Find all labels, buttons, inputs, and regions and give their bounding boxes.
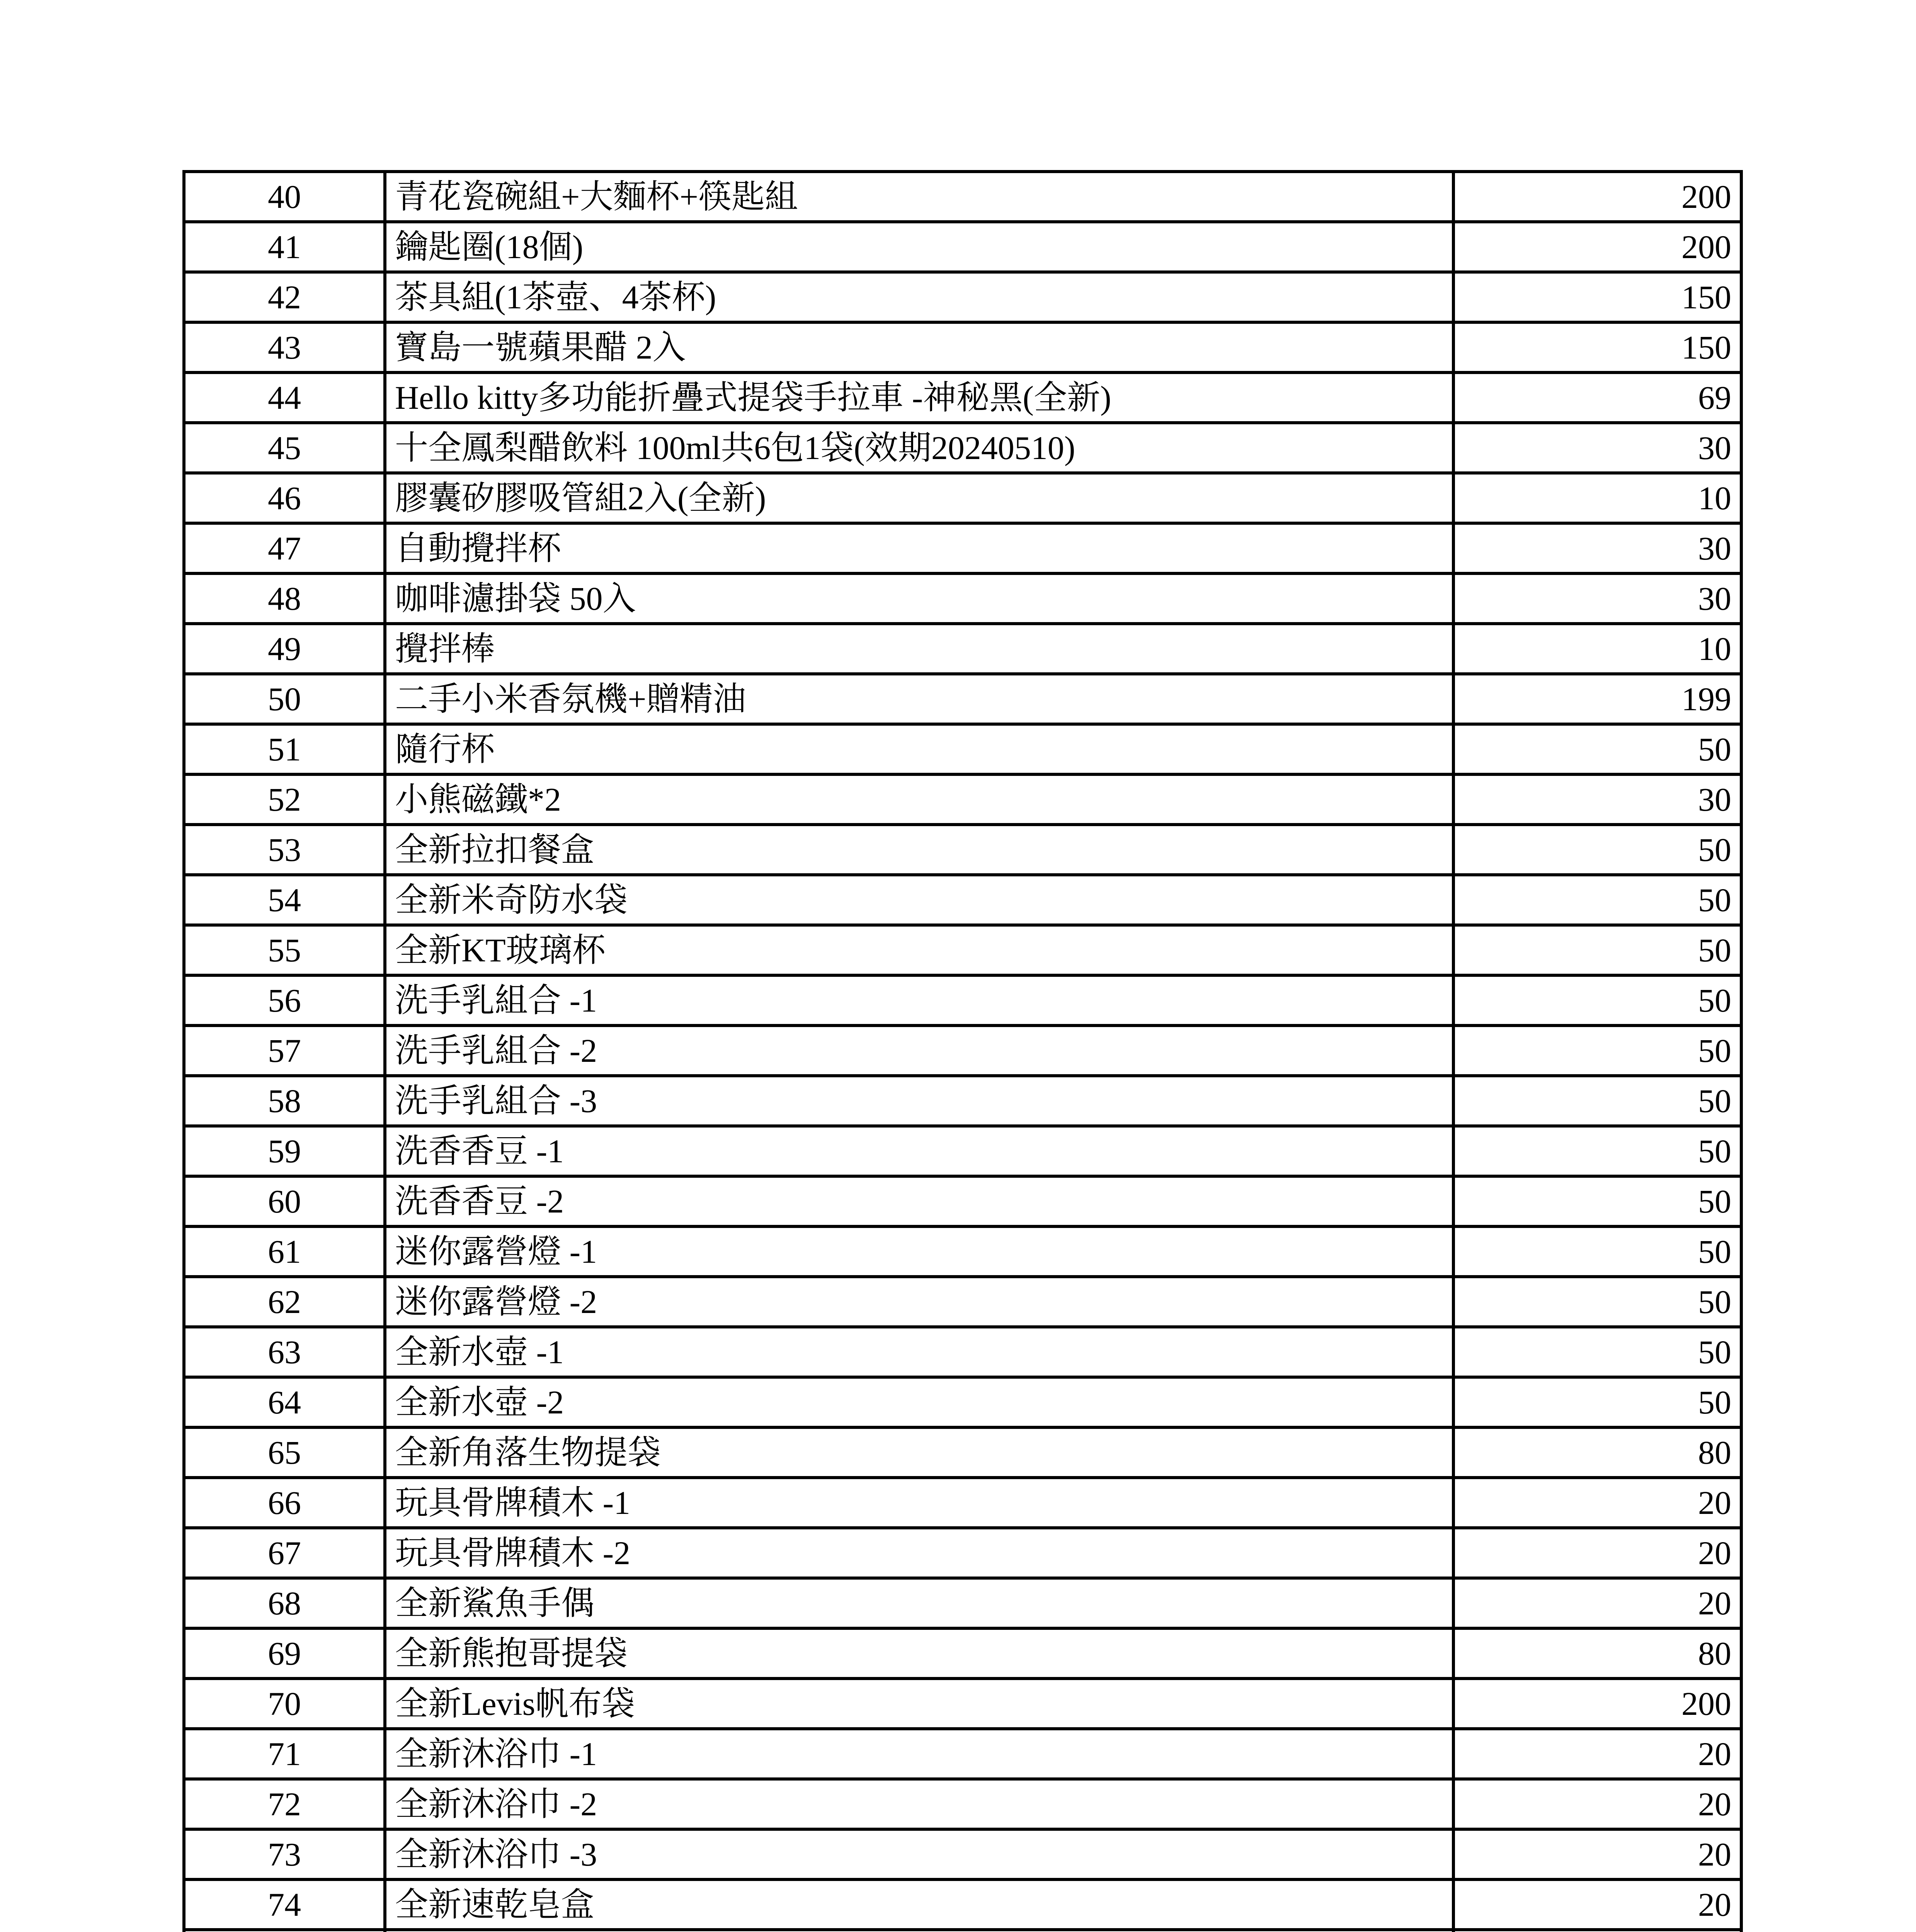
item-price-cell: 50 [1453, 925, 1741, 975]
table-row [184, 1679, 1741, 1729]
table-row [184, 1076, 1741, 1126]
table-row [184, 573, 1741, 624]
item-number-cell: 40 [184, 172, 385, 222]
item-name-cell [385, 1930, 1453, 1932]
item-price-cell [1453, 1930, 1741, 1932]
table-row [184, 1528, 1741, 1578]
item-name-cell: 迷你露營燈 -1 [385, 1226, 1453, 1277]
item-number-cell: 74 [184, 1879, 385, 1930]
item-name-cell: 全新米奇防水袋 [385, 875, 1453, 925]
item-price-cell: 50 [1453, 724, 1741, 774]
item-price-cell: 20 [1453, 1779, 1741, 1829]
item-price-cell: 20 [1453, 1729, 1741, 1779]
item-number-cell: 52 [184, 774, 385, 825]
table-row [184, 1377, 1741, 1427]
table-row [184, 523, 1741, 573]
item-price-table [182, 170, 1743, 1932]
item-price-cell: 69 [1453, 372, 1741, 423]
table-row [184, 1126, 1741, 1176]
item-name-cell: 洗手乳組合 -1 [385, 975, 1453, 1026]
item-name-cell: 全新拉扣餐盒 [385, 825, 1453, 875]
item-name-cell: 隨行杯 [385, 724, 1453, 774]
item-name-cell: 攪拌棒 [385, 624, 1453, 674]
table-row [184, 1327, 1741, 1377]
item-name-cell: 全新沐浴巾 -3 [385, 1829, 1453, 1879]
table-row [184, 724, 1741, 774]
item-price-cell: 10 [1453, 473, 1741, 523]
item-name-cell: 洗香香豆 -1 [385, 1126, 1453, 1176]
item-price-cell: 20 [1453, 1478, 1741, 1528]
table-row [184, 624, 1741, 674]
item-name-cell: 玩具骨牌積木 -1 [385, 1478, 1453, 1528]
item-name-cell: 全新水壺 -2 [385, 1377, 1453, 1427]
item-name-cell: 全新Levis帆布袋 [385, 1679, 1453, 1729]
item-number-cell: 69 [184, 1628, 385, 1679]
item-number-cell: 66 [184, 1478, 385, 1528]
item-price-cell: 50 [1453, 1226, 1741, 1277]
item-number-cell: 67 [184, 1528, 385, 1578]
item-name-cell: 膠囊矽膠吸管組2入(全新) [385, 473, 1453, 523]
item-name-cell: 全新水壺 -1 [385, 1327, 1453, 1377]
item-price-cell: 20 [1453, 1528, 1741, 1578]
table-row [184, 975, 1741, 1026]
table-row [184, 1829, 1741, 1879]
item-price-cell: 50 [1453, 1277, 1741, 1327]
item-name-cell: 全新鯊魚手偶 [385, 1578, 1453, 1628]
item-name-cell: 玩具骨牌積木 -2 [385, 1528, 1453, 1578]
table-row [184, 674, 1741, 724]
table-row [184, 1226, 1741, 1277]
item-number-cell: 42 [184, 272, 385, 322]
item-price-cell: 50 [1453, 975, 1741, 1026]
item-name-cell: 全新角落生物提袋 [385, 1427, 1453, 1478]
item-price-cell: 150 [1453, 272, 1741, 322]
item-number-cell: 56 [184, 975, 385, 1026]
table-body [184, 172, 1741, 1932]
item-price-cell: 150 [1453, 322, 1741, 372]
item-number-cell: 61 [184, 1226, 385, 1277]
item-price-cell: 199 [1453, 674, 1741, 724]
item-price-cell: 200 [1453, 172, 1741, 222]
item-price-cell: 20 [1453, 1578, 1741, 1628]
table-row [184, 1176, 1741, 1226]
item-number-cell: 70 [184, 1679, 385, 1729]
item-name-cell: Hello kitty多功能折疊式提袋手拉車 -神秘黑(全新) [385, 372, 1453, 423]
item-number-cell: 46 [184, 473, 385, 523]
item-number-cell: 55 [184, 925, 385, 975]
item-name-cell: 全新熊抱哥提袋 [385, 1628, 1453, 1679]
item-number-cell: 68 [184, 1578, 385, 1628]
item-price-cell: 50 [1453, 875, 1741, 925]
item-price-cell: 30 [1453, 573, 1741, 624]
item-number-cell: 71 [184, 1729, 385, 1779]
item-price-cell: 50 [1453, 1126, 1741, 1176]
item-price-cell: 20 [1453, 1879, 1741, 1930]
item-number-cell: 41 [184, 222, 385, 272]
table-row [184, 1779, 1741, 1829]
item-price-cell: 30 [1453, 774, 1741, 825]
item-number-cell: 50 [184, 674, 385, 724]
item-number-cell: 62 [184, 1277, 385, 1327]
item-number-cell: 65 [184, 1427, 385, 1478]
table-row [184, 1026, 1741, 1076]
item-number-cell: 60 [184, 1176, 385, 1226]
item-price-cell: 80 [1453, 1427, 1741, 1478]
item-name-cell: 迷你露營燈 -2 [385, 1277, 1453, 1327]
item-number-cell: 64 [184, 1377, 385, 1427]
table-row [184, 1879, 1741, 1930]
item-name-cell: 自動攪拌杯 [385, 523, 1453, 573]
item-name-cell: 全新KT玻璃杯 [385, 925, 1453, 975]
item-price-cell: 30 [1453, 523, 1741, 573]
item-name-cell: 小熊磁鐵*2 [385, 774, 1453, 825]
table-row [184, 825, 1741, 875]
item-price-cell: 200 [1453, 1679, 1741, 1729]
item-number-cell: 63 [184, 1327, 385, 1377]
item-name-cell: 茶具組(1茶壺、4茶杯) [385, 272, 1453, 322]
item-name-cell: 全新沐浴巾 -2 [385, 1779, 1453, 1829]
item-number-cell: 48 [184, 573, 385, 624]
item-price-cell: 20 [1453, 1829, 1741, 1879]
item-name-cell: 全新速乾皂盒 [385, 1879, 1453, 1930]
item-number-cell: 45 [184, 423, 385, 473]
table-row [184, 1729, 1741, 1779]
table-row [184, 925, 1741, 975]
item-price-cell: 50 [1453, 825, 1741, 875]
item-price-cell: 50 [1453, 1176, 1741, 1226]
item-number-cell: 54 [184, 875, 385, 925]
table-row [184, 172, 1741, 222]
item-number-cell: 73 [184, 1829, 385, 1879]
item-number-cell: 51 [184, 724, 385, 774]
table-row [184, 322, 1741, 372]
item-number-cell: 44 [184, 372, 385, 423]
item-number-cell: 53 [184, 825, 385, 875]
item-price-cell: 30 [1453, 423, 1741, 473]
item-price-cell: 80 [1453, 1628, 1741, 1679]
item-name-cell: 洗香香豆 -2 [385, 1176, 1453, 1226]
item-price-cell: 10 [1453, 624, 1741, 674]
item-number-cell: 47 [184, 523, 385, 573]
item-number-cell: 43 [184, 322, 385, 372]
table-row [184, 272, 1741, 322]
item-name-cell: 咖啡濾掛袋 50入 [385, 573, 1453, 624]
table-row [184, 423, 1741, 473]
item-price-cell: 200 [1453, 222, 1741, 272]
item-number-cell: 57 [184, 1026, 385, 1076]
table-row [184, 774, 1741, 825]
item-name-cell: 鑰匙圈(18個) [385, 222, 1453, 272]
item-number-cell: 58 [184, 1076, 385, 1126]
table-row [184, 473, 1741, 523]
item-name-cell: 寶島一號蘋果醋 2入 [385, 322, 1453, 372]
item-name-cell: 二手小米香氛機+贈精油 [385, 674, 1453, 724]
item-name-cell: 洗手乳組合 -2 [385, 1026, 1453, 1076]
table-row [184, 1277, 1741, 1327]
table-row [184, 1478, 1741, 1528]
item-number-cell [184, 1930, 385, 1932]
item-price-cell: 50 [1453, 1327, 1741, 1377]
item-name-cell: 十全鳳梨醋飲料 100ml共6包1袋(效期20240510) [385, 423, 1453, 473]
table-row [184, 222, 1741, 272]
item-price-cell: 50 [1453, 1076, 1741, 1126]
table-row [184, 1578, 1741, 1628]
item-name-cell: 全新沐浴巾 -1 [385, 1729, 1453, 1779]
item-price-cell: 50 [1453, 1377, 1741, 1427]
table-row [184, 1427, 1741, 1478]
item-number-cell: 72 [184, 1779, 385, 1829]
table-row [184, 372, 1741, 423]
item-number-cell: 59 [184, 1126, 385, 1176]
table-row [184, 875, 1741, 925]
item-name-cell: 洗手乳組合 -3 [385, 1076, 1453, 1126]
item-number-cell: 49 [184, 624, 385, 674]
table-row [184, 1930, 1741, 1932]
item-name-cell: 青花瓷碗組+大麵杯+筷匙組 [385, 172, 1453, 222]
item-price-cell: 50 [1453, 1026, 1741, 1076]
table-row [184, 1628, 1741, 1679]
